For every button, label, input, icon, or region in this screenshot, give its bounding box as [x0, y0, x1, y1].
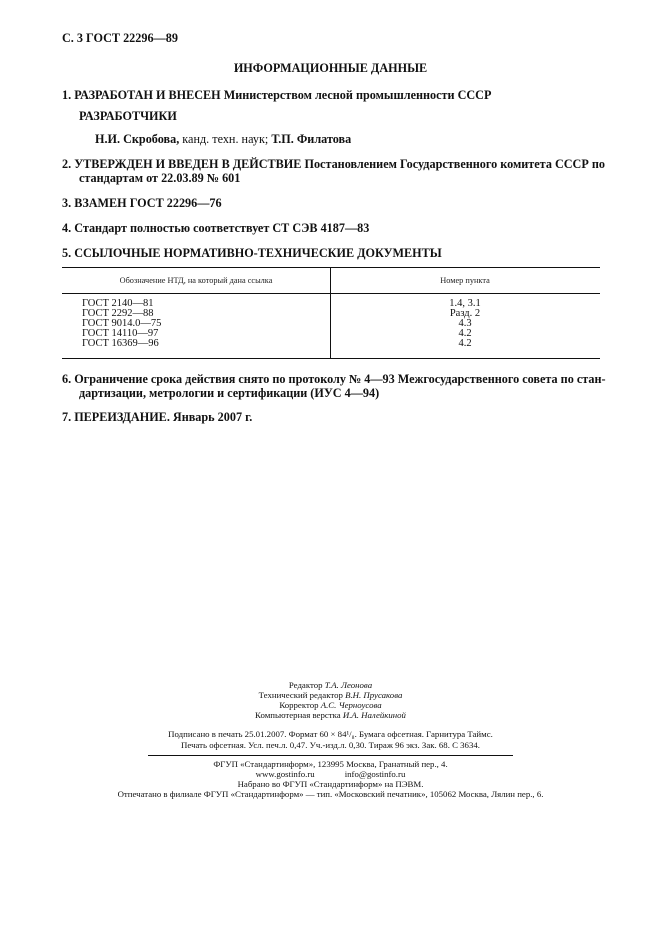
item-number: 2. — [62, 157, 72, 171]
item-6-cont: дартизации, метрологии и сертификации (ИУС 4—94) — [79, 386, 380, 400]
corrector-name: А.С. Черноусова — [320, 700, 382, 710]
developers-heading: РАЗРАБОТЧИКИ — [79, 109, 177, 123]
table-cell-ntd: ГОСТ 16369—96 — [82, 338, 159, 349]
item-text: ПЕРЕИЗДАНИЕ. Январь 2007 г. — [74, 410, 253, 424]
item-4 — [62, 221, 369, 236]
layout-name: И.А. Налейкиной — [342, 710, 406, 720]
table-cell-clause: 4.2 — [458, 328, 472, 339]
item-text: ССЫЛОЧНЫЕ НОРМАТИВНО-ТЕХНИЧЕСКИЕ ДОКУМЕНТЫ — [74, 246, 442, 260]
email-link[interactable]: info@gostinfo.ru — [344, 769, 406, 779]
item-7 — [62, 410, 252, 425]
item-number: 4. — [62, 221, 72, 235]
label: Компьютерная верстка — [255, 710, 343, 720]
developer-name: Н.И. Скробова, — [95, 132, 180, 146]
website-link[interactable]: www.gostinfo.ru — [255, 769, 315, 779]
table-cell-clause: 1.4, 3.1 — [449, 298, 481, 309]
item-5 — [62, 246, 442, 261]
item-text: Ограничение срока действия снято по протоколу № 4—93 Межгосударственного совета по стан- — [74, 372, 606, 386]
table-header-clause: Номер пункта — [440, 276, 490, 285]
imprint-publisher: ФГУП «Стандартинформ», 123995 Москва, Гранатный пер., 4. — [213, 759, 448, 769]
page-header: С. 3 ГОСТ 22296—89 — [62, 31, 178, 45]
item-number: 6. — [62, 372, 72, 386]
item-number: 5. — [62, 246, 72, 260]
item-1 — [62, 88, 491, 103]
table-cell-clause: 4.3 — [458, 318, 472, 329]
divider — [148, 755, 513, 756]
item-number: 3. — [62, 196, 72, 210]
table-rule-bottom — [62, 358, 600, 359]
imprint-layout — [0, 710, 661, 720]
item-number: 1. — [62, 88, 72, 102]
table-header-ntd: Обозначение НТД, на который дана ссылка — [119, 276, 273, 285]
reference-table — [62, 267, 600, 359]
editor-name: Т.А. Леонова — [324, 680, 373, 690]
label: Редактор — [288, 680, 325, 690]
table-cell-clause: Разд. 2 — [449, 308, 481, 319]
table-cell-ntd: ГОСТ 2292—88 — [82, 308, 154, 319]
item-text: ВЗАМЕН ГОСТ 22296—76 — [74, 196, 222, 210]
label: Корректор — [279, 700, 321, 710]
developer-degree: канд. техн. наук; — [179, 132, 269, 146]
imprint-contacts — [0, 769, 661, 779]
table-cell-ntd: ГОСТ 2140—81 — [82, 298, 154, 309]
imprint-print-info: Печать офсетная. Усл. печ.л. 0,47. Уч.-изд.л. 0,30. Тираж 96 экз. Зак. 68. С 3634. — [181, 740, 480, 750]
page-title: ИНФОРМАЦИОННЫЕ ДАННЫЕ — [233, 61, 428, 75]
table-cell-ntd: ГОСТ 9014.0—75 — [82, 318, 162, 329]
item-text: Стандарт полностью соответствует СТ СЭВ 4187—83 — [74, 221, 370, 235]
table-rule-top — [62, 267, 600, 268]
item-2 — [62, 157, 605, 172]
tech-editor-name: В.Н. Прусакова — [345, 690, 403, 700]
item-2-cont: стандартам от 22.03.89 № 601 — [79, 171, 241, 185]
label: Технический редактор — [258, 690, 346, 700]
imprint-printed: Отпечатано в филиале ФГУП «Стандартинформ» — тип. «Московский печатник», 105062 Москва, Лялин пер., 6. — [117, 789, 544, 799]
item-text: РАЗРАБОТАН И ВНЕСЕН Министерством лесной промышленности СССР — [74, 88, 492, 102]
imprint-typeset: Набрано во ФГУП «Стандартинформ» на ПЭВМ. — [237, 779, 424, 789]
developers-list — [95, 132, 351, 147]
table-cell-ntd: ГОСТ 14110—97 — [82, 328, 159, 339]
item-3 — [62, 196, 222, 211]
imprint-corrector — [0, 700, 661, 710]
imprint-tech-editor — [0, 690, 661, 700]
item-number: 7. — [62, 410, 72, 424]
table-cell-clause: 4.2 — [458, 338, 472, 349]
item-6 — [62, 372, 606, 387]
item-text: УТВЕРЖДЕН И ВВЕДЕН В ДЕЙСТВИЕ Постановлением Государственного комитета СССР по — [74, 157, 605, 171]
developer-name: Т.П. Филатова — [268, 132, 352, 146]
imprint-editor — [0, 680, 661, 690]
table-rule-header — [62, 293, 600, 294]
imprint-signed: Подписано в печать 25.01.2007. Формат 60 × 84¹/₈. Бумага офсетная. Гарнитура Таймс. — [168, 729, 493, 739]
